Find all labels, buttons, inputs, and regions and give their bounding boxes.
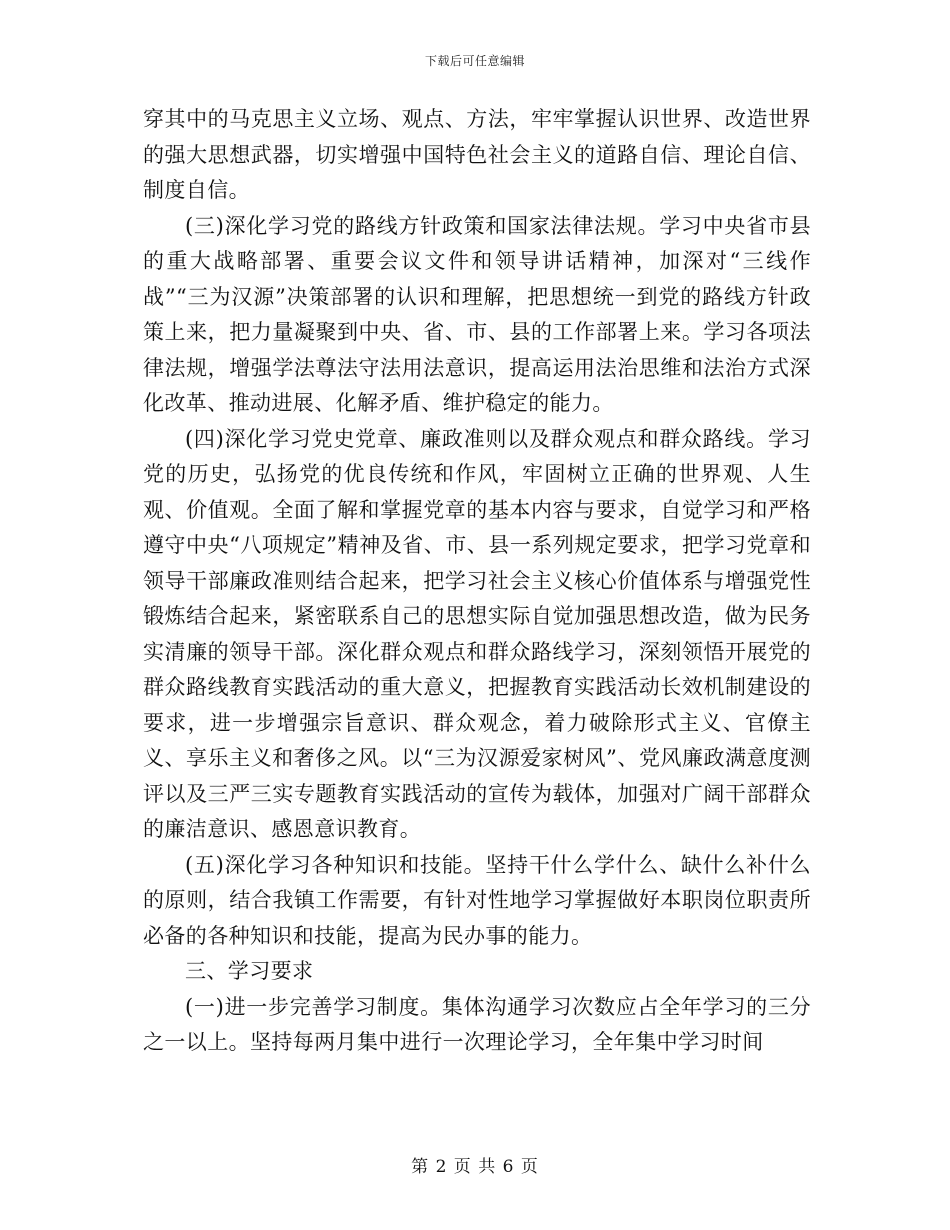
paragraph-2: (三)深化学习党的路线方针政策和国家法律法规。学习中央省市县的重大战略部署、重要会议文件和领导讲话精神，加深对“三线作战”“三为汉源”决策部署的认识和理解，把思想统一到党的路线方针政策上来，把力量凝聚到中央、省、市、县的工作部署上来。学习各项法律法规，增强学法尊法守法用法意识，提高运用法治思维和法治方式深化改革、推动进展、化解矛盾、维护稳定的能力。	[143, 213, 811, 415]
paragraph-3: (四)深化学习党史党章、廉政准则以及群众观点和群众路线。学习党的历史，弘扬党的优良传统和作风，牢固树立正确的世界观、人生观、价值观。全面了解和掌握党章的基本内容与要求，自觉学习和严格遵守中央“八项规定”精神及省、市、县一系列规定要求，把学习党章和领导干部廉政准则结合起来，把学习社会主义核心价值体系与增强党性锻炼结合起来，紧密联系自己的思想实际自觉加强思想改造，做为民务实清廉的领导干部。深化群众观点和群众路线学习，深刻领悟开展党的群众路线教育实践活动的重大意义，把握教育实践活动长效机制建设的要求，进一步增强宗旨意识、群众观念，着力破除形式主义、官僚主义、享乐主义和奢侈之风。以“三为汉源爱家树风”、党风廉政满意度测评以及三严三实专题教育实践活动的宣传为载体，加强对广阔干部群众的廉洁意识、感恩意识教育。	[143, 426, 811, 841]
paragraph-5: (一)进一步完善学习制度。集体沟通学习次数应占全年学习的三分之一以上。坚持每两月集中进行一次理论学习，全年集中学习时间	[143, 994, 811, 1054]
document-body	[143, 102, 811, 1061]
section-heading: 三、学习要求	[185, 959, 314, 983]
page-number: 第 2 页 共 6 页	[411, 1157, 539, 1177]
paragraph-1: 穿其中的马克思主义立场、观点、方法，牢牢掌握认识世界、改造世界的强大思想武器，切实增强中国特色社会主义的道路自信、理论自信、制度自信。	[143, 107, 811, 202]
page-header: 下载后可任意编辑	[424, 54, 525, 68]
paragraph-4: (五)深化学习各种知识和技能。坚持干什么学什么、缺什么补什么的原则，结合我镇工作需要，有针对性地学习掌握做好本职岗位职责所必备的各种知识和技能，提高为民办事的能力。	[143, 852, 811, 948]
